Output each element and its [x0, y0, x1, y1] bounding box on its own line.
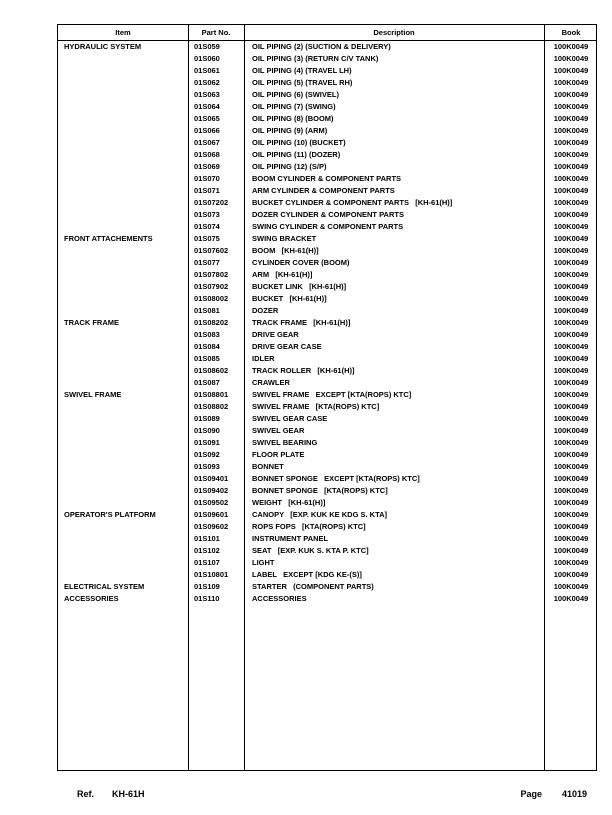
- cell-item: [58, 437, 188, 449]
- cell-description: LABEL EXCEPT [KDG KE-(S)]: [252, 570, 362, 579]
- cell-book: 100K0049: [553, 78, 589, 87]
- cell-part-no: 01S07602: [194, 246, 229, 255]
- table-row: [58, 473, 596, 485]
- cell-description: DOZER: [252, 306, 279, 315]
- table-row: [58, 341, 596, 353]
- cell-book: 100K0049: [553, 342, 589, 351]
- page-label: Page: [520, 789, 542, 799]
- cell-description: OIL PIPING (12) (S/P): [252, 162, 327, 171]
- cell-description: INSTRUMENT PANEL: [252, 534, 329, 543]
- cell-book: 100K0049: [553, 66, 589, 75]
- cell-description: OIL PIPING (3) (RETURN C/V TANK): [252, 54, 379, 63]
- table-row: [58, 413, 596, 425]
- cell-item: [58, 197, 188, 209]
- cell-book: 100K0049: [553, 150, 589, 159]
- column-header-book: Book: [561, 28, 581, 37]
- table-row: [58, 353, 596, 365]
- cell-book: 100K0049: [553, 246, 589, 255]
- cell-description: CYLINDER COVER (BOOM): [252, 258, 350, 267]
- cell-part-no: 01S091: [194, 438, 220, 447]
- cell-description: WEIGHT [KH-61(H)]: [252, 498, 326, 507]
- cell-description: OIL PIPING (5) (TRAVEL RH): [252, 78, 353, 87]
- cell-description: BOOM CYLINDER & COMPONENT PARTS: [252, 174, 402, 183]
- cell-part-no: 01S083: [194, 330, 220, 339]
- cell-part-no: 01S09502: [194, 498, 229, 507]
- cell-description: OIL PIPING (7) (SWING): [252, 102, 336, 111]
- cell-item: SWIVEL FRAME: [64, 390, 122, 399]
- table-row: [58, 137, 596, 149]
- cell-part-no: 01S063: [194, 90, 220, 99]
- cell-item: [58, 281, 188, 293]
- cell-part-no: 01S107: [194, 558, 220, 567]
- cell-description: CRAWLER: [252, 378, 290, 387]
- cell-book: 100K0049: [553, 534, 589, 543]
- cell-item: ELECTRICAL SYSTEM: [64, 582, 145, 591]
- cell-book: 100K0049: [553, 474, 589, 483]
- cell-book: 100K0049: [553, 558, 589, 567]
- table-row: [58, 533, 596, 545]
- cell-description: ARM [KH-61(H)]: [252, 270, 313, 279]
- cell-book: 100K0049: [553, 318, 589, 327]
- cell-item: [58, 473, 188, 485]
- cell-book: 100K0049: [553, 90, 589, 99]
- table-row: [58, 521, 596, 533]
- cell-item: TRACK FRAME: [64, 318, 119, 327]
- cell-item: [58, 293, 188, 305]
- cell-item: [58, 545, 188, 557]
- table-row: [58, 425, 596, 437]
- cell-book: 100K0049: [553, 594, 589, 603]
- cell-description: DRIVE GEAR CASE: [252, 342, 322, 351]
- cell-description: OIL PIPING (11) (DOZER): [252, 150, 341, 159]
- cell-part-no: 01S087: [194, 378, 220, 387]
- column-header-item: Item: [115, 28, 131, 37]
- cell-part-no: 01S077: [194, 258, 220, 267]
- cell-part-no: 01S067: [194, 138, 220, 147]
- table-row: [58, 545, 596, 557]
- cell-description: SWIVEL GEAR: [252, 426, 305, 435]
- cell-item: ACCESSORIES: [64, 594, 119, 603]
- table-row: [58, 185, 596, 197]
- cell-part-no: 01S084: [194, 342, 220, 351]
- cell-item: [58, 245, 188, 257]
- table-row: [58, 101, 596, 113]
- cell-part-no: 01S07202: [194, 198, 229, 207]
- table-row: [58, 209, 596, 221]
- cell-item: [58, 221, 188, 233]
- cell-part-no: 01S08801: [194, 390, 229, 399]
- cell-part-no: 01S08202: [194, 318, 229, 327]
- cell-book: 100K0049: [553, 522, 589, 531]
- table-row: [58, 581, 596, 593]
- table-row: [58, 569, 596, 581]
- cell-book: 100K0049: [553, 486, 589, 495]
- cell-part-no: 01S08602: [194, 366, 229, 375]
- cell-book: 100K0049: [553, 570, 589, 579]
- cell-book: 100K0049: [553, 306, 589, 315]
- cell-part-no: 01S061: [194, 66, 220, 75]
- cell-description: OIL PIPING (8) (BOOM): [252, 114, 334, 123]
- table-row: [58, 497, 596, 509]
- column-header-part-no: Part No.: [201, 28, 231, 37]
- cell-book: 100K0049: [553, 138, 589, 147]
- cell-description: OIL PIPING (9) (ARM): [252, 126, 328, 135]
- cell-part-no: 01S085: [194, 354, 220, 363]
- parts-table: [57, 24, 597, 771]
- cell-book: 100K0049: [553, 210, 589, 219]
- cell-item: [58, 485, 188, 497]
- cell-item: [58, 257, 188, 269]
- cell-description: SWIVEL BEARING: [252, 438, 318, 447]
- cell-part-no: 01S093: [194, 462, 220, 471]
- table-row: [58, 329, 596, 341]
- cell-description: CANOPY [EXP. KUK KE KDG S. KTA]: [252, 510, 388, 519]
- cell-book: 100K0049: [553, 402, 589, 411]
- table-row: [58, 173, 596, 185]
- cell-item: [58, 77, 188, 89]
- column-divider-part-description: [244, 25, 245, 770]
- cell-book: 100K0049: [553, 282, 589, 291]
- ref-label: Ref.: [77, 789, 95, 799]
- table-row: [58, 245, 596, 257]
- cell-item: [58, 89, 188, 101]
- cell-item: [58, 557, 188, 569]
- cell-item: [58, 497, 188, 509]
- cell-description: OIL PIPING (2) (SUCTION & DELIVERY): [252, 42, 391, 51]
- cell-book: 100K0049: [553, 390, 589, 399]
- cell-part-no: 01S070: [194, 174, 220, 183]
- cell-part-no: 01S066: [194, 126, 220, 135]
- cell-item: [58, 149, 188, 161]
- cell-part-no: 01S09402: [194, 486, 229, 495]
- cell-book: 100K0049: [553, 42, 589, 51]
- cell-part-no: 01S068: [194, 150, 220, 159]
- cell-book: 100K0049: [553, 198, 589, 207]
- cell-description: BONNET SPONGE [KTA(ROPS) KTC]: [252, 486, 388, 495]
- cell-item: [58, 365, 188, 377]
- cell-item: [58, 113, 188, 125]
- cell-item: [58, 461, 188, 473]
- cell-part-no: 01S09601: [194, 510, 229, 519]
- cell-item: [58, 65, 188, 77]
- cell-item: HYDRAULIC SYSTEM: [64, 42, 142, 51]
- cell-part-no: 01S062: [194, 78, 220, 87]
- cell-book: 100K0049: [553, 354, 589, 363]
- cell-description: DRIVE GEAR: [252, 330, 299, 339]
- cell-book: 100K0049: [553, 450, 589, 459]
- table-row: [58, 221, 596, 233]
- cell-description: TRACK ROLLER [KH-61(H)]: [252, 366, 355, 375]
- table-row: [58, 461, 596, 473]
- cell-book: 100K0049: [553, 582, 589, 591]
- cell-part-no: 01S089: [194, 414, 220, 423]
- cell-book: 100K0049: [553, 162, 589, 171]
- cell-item: [58, 53, 188, 65]
- cell-item: [58, 269, 188, 281]
- cell-description: SWING BRACKET: [252, 234, 317, 243]
- page-number: 41019: [561, 789, 587, 799]
- column-divider-description-book: [544, 25, 545, 770]
- cell-description: BONNET SPONGE EXCEPT [KTA(ROPS) KTC]: [252, 474, 420, 483]
- table-row: [58, 41, 596, 53]
- table-row: [58, 125, 596, 137]
- table-row: [58, 77, 596, 89]
- cell-part-no: 01S07802: [194, 270, 229, 279]
- table-body: [58, 41, 596, 770]
- cell-item: [58, 413, 188, 425]
- cell-part-no: 01S090: [194, 426, 220, 435]
- cell-item: [58, 353, 188, 365]
- cell-part-no: 01S08002: [194, 294, 229, 303]
- cell-book: 100K0049: [553, 378, 589, 387]
- ref-value: KH-61H: [112, 789, 145, 799]
- table-row: [58, 233, 596, 245]
- table-header: [58, 25, 596, 41]
- cell-description: SEAT [EXP. KUK S. KTA P. KTC]: [252, 546, 369, 555]
- footer-reference: [57, 773, 145, 799]
- cell-part-no: 01S069: [194, 162, 220, 171]
- cell-book: 100K0049: [553, 270, 589, 279]
- cell-book: 100K0049: [553, 510, 589, 519]
- cell-item: [58, 161, 188, 173]
- cell-part-no: 01S09602: [194, 522, 229, 531]
- cell-item: [58, 137, 188, 149]
- table-row: [58, 389, 596, 401]
- cell-description: BUCKET CYLINDER & COMPONENT PARTS [KH-61(H)]: [252, 198, 453, 207]
- footer-page: [505, 773, 597, 799]
- cell-description: SWING CYLINDER & COMPONENT PARTS: [252, 222, 404, 231]
- cell-book: 100K0049: [553, 174, 589, 183]
- cell-book: 100K0049: [553, 498, 589, 507]
- cell-description: TRACK FRAME [KH-61(H)]: [252, 318, 351, 327]
- cell-part-no: 01S075: [194, 234, 220, 243]
- cell-description: STARTER (COMPONENT PARTS): [252, 582, 374, 591]
- cell-item: OPERATOR'S PLATFORM: [64, 510, 156, 519]
- cell-item: [58, 401, 188, 413]
- cell-description: IDLER: [252, 354, 275, 363]
- cell-item: FRONT ATTACHEMENTS: [64, 234, 153, 243]
- cell-item: [58, 329, 188, 341]
- cell-item: [58, 341, 188, 353]
- cell-description: DOZER CYLINDER & COMPONENT PARTS: [252, 210, 404, 219]
- cell-book: 100K0049: [553, 426, 589, 435]
- cell-book: 100K0049: [553, 258, 589, 267]
- table-row: [58, 197, 596, 209]
- cell-book: 100K0049: [553, 462, 589, 471]
- cell-part-no: 01S08802: [194, 402, 229, 411]
- cell-description: BOOM [KH-61(H)]: [252, 246, 319, 255]
- cell-description: OIL PIPING (4) (TRAVEL LH): [252, 66, 352, 75]
- cell-item: [58, 173, 188, 185]
- cell-description: SWIVEL FRAME EXCEPT [KTA(ROPS) KTC]: [252, 390, 412, 399]
- table-row: [58, 269, 596, 281]
- cell-item: [58, 569, 188, 581]
- cell-part-no: 01S09401: [194, 474, 229, 483]
- table-row: [58, 485, 596, 497]
- table-row: [58, 401, 596, 413]
- cell-part-no: 01S102: [194, 546, 220, 555]
- table-row: [58, 377, 596, 389]
- cell-book: 100K0049: [553, 366, 589, 375]
- cell-item: [58, 125, 188, 137]
- table-row: [58, 557, 596, 569]
- cell-part-no: 01S064: [194, 102, 220, 111]
- table-row: [58, 449, 596, 461]
- cell-description: BUCKET LINK [KH-61(H)]: [252, 282, 347, 291]
- table-row: [58, 65, 596, 77]
- cell-description: OIL PIPING (6) (SWIVEL): [252, 90, 339, 99]
- table-row: [58, 281, 596, 293]
- cell-item: [58, 377, 188, 389]
- table-row: [58, 113, 596, 125]
- table-row: [58, 437, 596, 449]
- table-row: [58, 305, 596, 317]
- cell-item: [58, 101, 188, 113]
- cell-book: 100K0049: [553, 54, 589, 63]
- cell-item: [58, 209, 188, 221]
- cell-part-no: 01S059: [194, 42, 220, 51]
- cell-part-no: 01S10801: [194, 570, 229, 579]
- cell-book: 100K0049: [553, 546, 589, 555]
- cell-book: 100K0049: [553, 222, 589, 231]
- cell-item: [58, 449, 188, 461]
- cell-part-no: 01S109: [194, 582, 220, 591]
- table-row: [58, 593, 596, 605]
- table-row: [58, 257, 596, 269]
- cell-description: ACCESSORIES: [252, 594, 307, 603]
- table-row: [58, 365, 596, 377]
- cell-item: [58, 425, 188, 437]
- cell-part-no: 01S073: [194, 210, 220, 219]
- cell-description: ROPS FOPS [KTA(ROPS) KTC]: [252, 522, 366, 531]
- cell-part-no: 01S074: [194, 222, 220, 231]
- cell-description: FLOOR PLATE: [252, 450, 305, 459]
- cell-part-no: 01S071: [194, 186, 220, 195]
- cell-description: SWIVEL GEAR CASE: [252, 414, 328, 423]
- cell-book: 100K0049: [553, 438, 589, 447]
- column-divider-item-part: [188, 25, 189, 770]
- cell-description: OIL PIPING (10) (BUCKET): [252, 138, 346, 147]
- cell-description: SWIVEL FRAME [KTA(ROPS) KTC]: [252, 402, 380, 411]
- table-row: [58, 509, 596, 521]
- table-row: [58, 149, 596, 161]
- cell-part-no: 01S081: [194, 306, 220, 315]
- cell-item: [58, 521, 188, 533]
- cell-item: [58, 185, 188, 197]
- cell-book: 100K0049: [553, 294, 589, 303]
- cell-part-no: 01S060: [194, 54, 220, 63]
- cell-part-no: 01S07902: [194, 282, 229, 291]
- cell-description: BUCKET [KH-61(H)]: [252, 294, 327, 303]
- cell-book: 100K0049: [553, 186, 589, 195]
- table-row: [58, 161, 596, 173]
- cell-part-no: 01S092: [194, 450, 220, 459]
- cell-book: 100K0049: [553, 414, 589, 423]
- cell-description: ARM CYLINDER & COMPONENT PARTS: [252, 186, 395, 195]
- cell-book: 100K0049: [553, 102, 589, 111]
- cell-part-no: 01S110: [194, 594, 220, 603]
- cell-description: LIGHT: [252, 558, 275, 567]
- page-footer: [57, 773, 597, 799]
- cell-part-no: 01S065: [194, 114, 220, 123]
- cell-book: 100K0049: [553, 114, 589, 123]
- cell-description: BONNET: [252, 462, 284, 471]
- column-header-description: Description: [373, 28, 415, 37]
- cell-book: 100K0049: [553, 330, 589, 339]
- table-row: [58, 317, 596, 329]
- table-row: [58, 293, 596, 305]
- cell-book: 100K0049: [553, 126, 589, 135]
- cell-item: [58, 305, 188, 317]
- table-row: [58, 89, 596, 101]
- cell-item: [58, 533, 188, 545]
- cell-book: 100K0049: [553, 234, 589, 243]
- table-row: [58, 53, 596, 65]
- cell-part-no: 01S101: [194, 534, 220, 543]
